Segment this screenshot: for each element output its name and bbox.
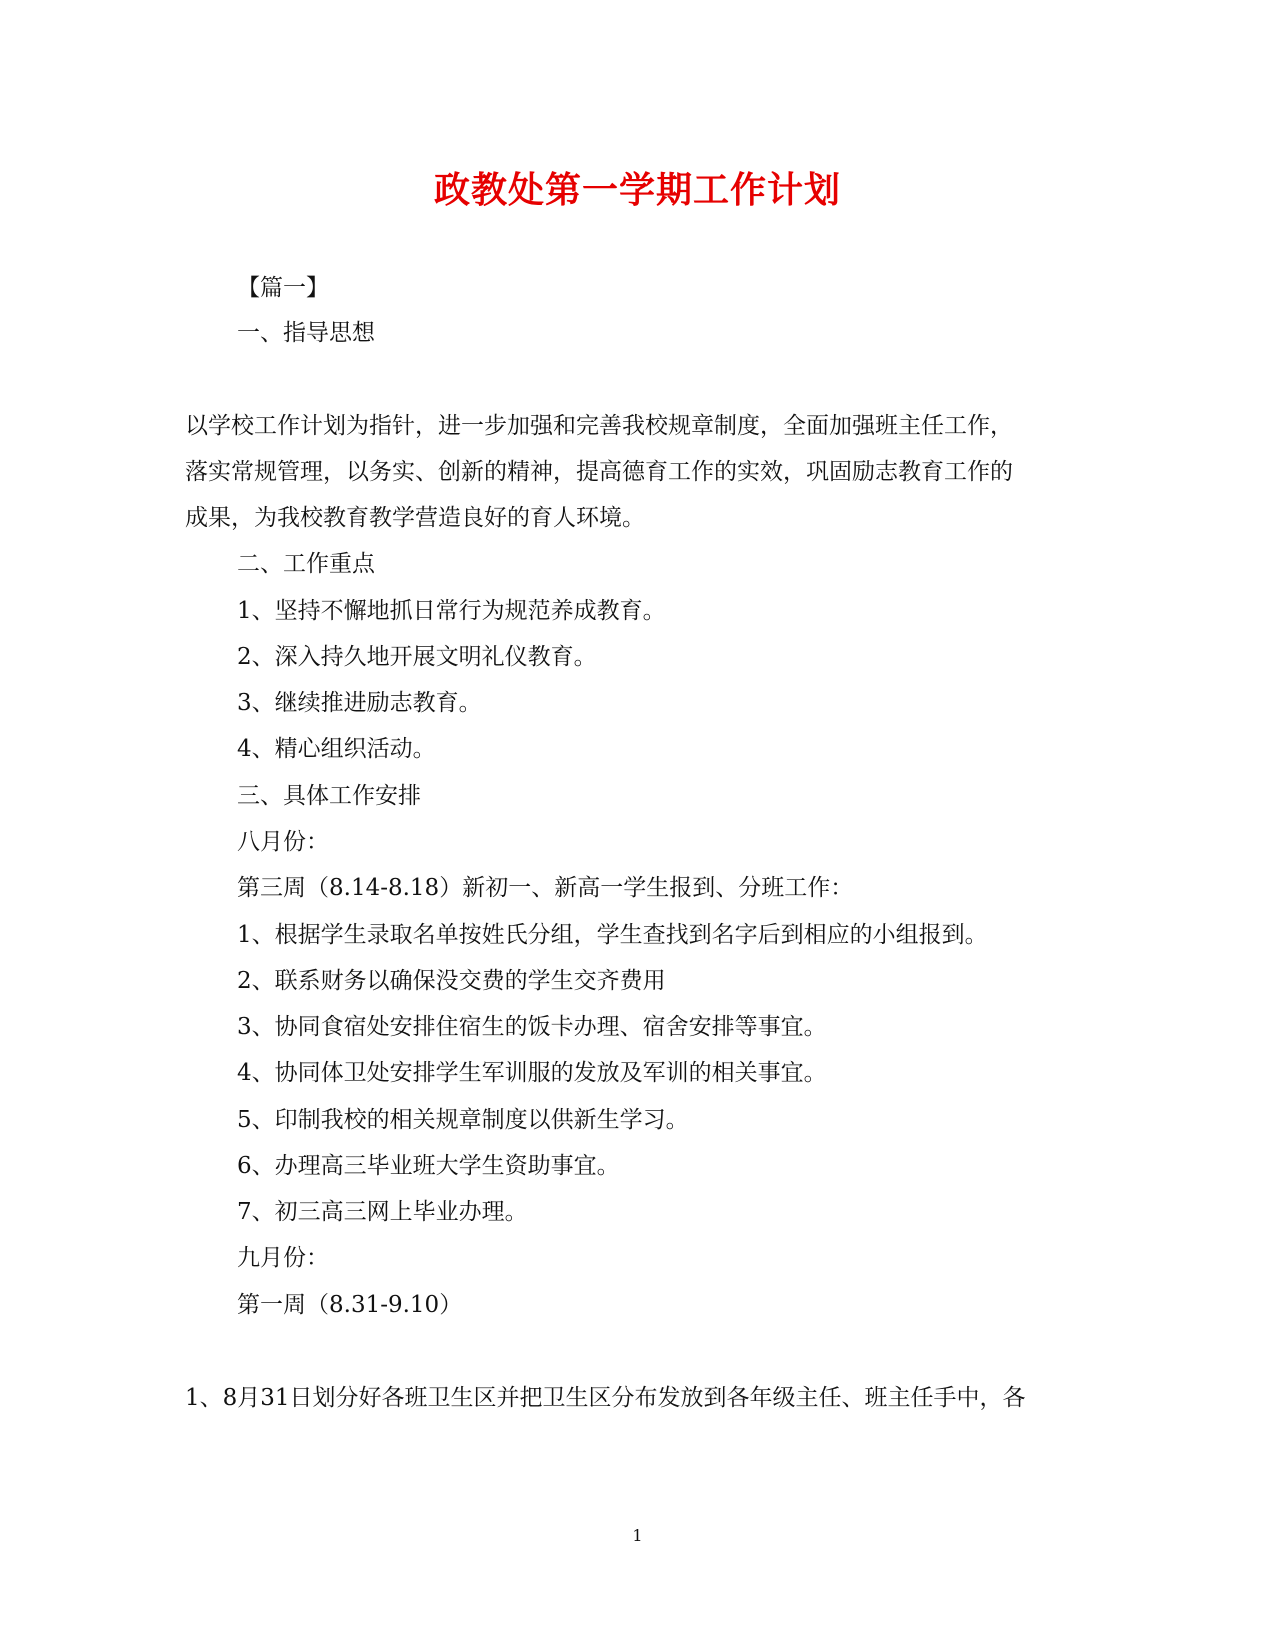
month-heading-september: 九月份： (237, 1245, 329, 1271)
paragraph-line: 以学校工作计划为指针，进一步加强和完善我校规章制度，全面加强班主任工作， (185, 413, 1013, 439)
list-item: 7、初三高三网上毕业办理。 (237, 1199, 528, 1225)
week-heading: 第一周（8.31-9.10） (237, 1292, 463, 1318)
week-heading: 第三周（8.14-8.18）新初一、新高一学生报到、分班工作： (237, 875, 854, 901)
paragraph-line: 1、8月31日划分好各班卫生区并把卫生区分布发放到各年级主任、班主任手中，各 (185, 1385, 1026, 1411)
list-item: 3、协同食宿处安排住宿生的饭卡办理、宿舍安排等事宜。 (237, 1014, 827, 1040)
heading-guiding-ideology: 一、指导思想 (237, 320, 375, 346)
section-label-part-one: 【篇一】 (237, 275, 329, 301)
list-item: 2、深入持久地开展文明礼仪教育。 (237, 644, 597, 670)
list-item: 2、联系财务以确保没交费的学生交齐费用 (237, 968, 666, 994)
list-item: 3、继续推进励志教育。 (237, 690, 482, 716)
list-item: 1、根据学生录取名单按姓氏分组，学生查找到名字后到相应的小组报到。 (237, 922, 988, 948)
month-heading-august: 八月份： (237, 829, 329, 855)
heading-work-arrangement: 三、具体工作安排 (237, 783, 421, 809)
paragraph-line: 落实常规管理，以务实、创新的精神，提高德育工作的实效，巩固励志教育工作的 (185, 459, 1013, 485)
list-item: 4、协同体卫处安排学生军训服的发放及军训的相关事宜。 (237, 1060, 827, 1086)
paragraph-line: 成果，为我校教育教学营造良好的育人环境。 (185, 505, 645, 531)
heading-work-focus: 二、工作重点 (237, 551, 375, 577)
list-item: 6、办理高三毕业班大学生资助事宜。 (237, 1153, 620, 1179)
list-item: 1、坚持不懈地抓日常行为规范养成教育。 (237, 598, 666, 624)
list-item: 4、精心组织活动。 (237, 736, 436, 762)
document-title: 政教处第一学期工作计划 (433, 169, 841, 211)
page-number: 1 (632, 1526, 643, 1545)
list-item: 5、印制我校的相关规章制度以供新生学习。 (237, 1107, 689, 1133)
